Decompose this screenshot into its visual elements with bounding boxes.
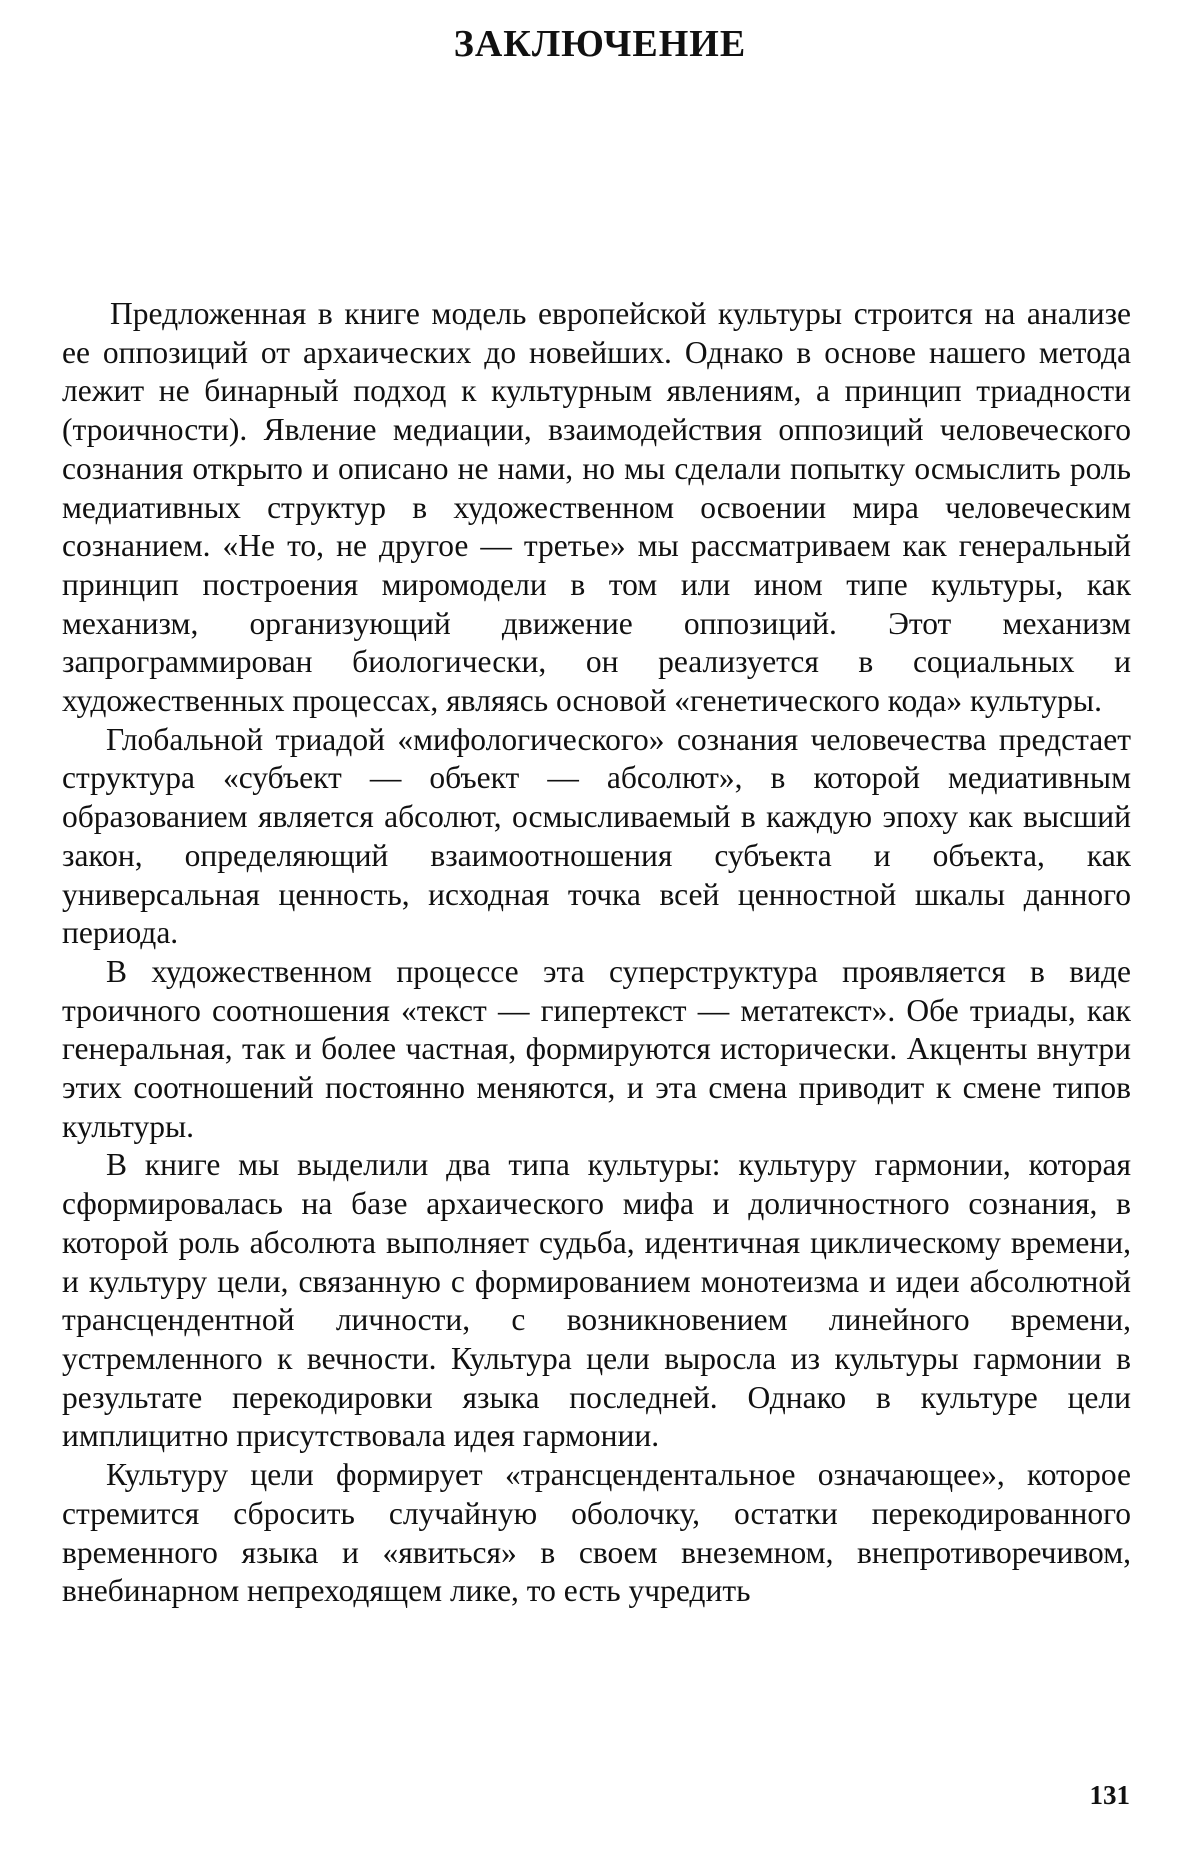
paragraph-3: В художественном процессе эта суперструктура проявляется в виде троичного соотношения «текст — гипертекст — метатекст». Обе триады, как генеральная, так и более частная, формируются исторически. Акценты внутри этих соотношений постоянно меняются, и эта смена приводит к смене типов культуры. — [62, 953, 1131, 1144]
paragraph-1: Предложенная в книге модель европейской культуры строится на анализе ее оппозиций от архаических до новейших. Однако в основе нашего метода лежит не бинарный подход к культурным явлениям, а принцип триадности (троичности). Явление медиации, взаимодействия оппозиций человеческого сознания открыто и описано не нами, но мы сделали попытку осмыслить роль медиативных структур в художественном освоении мира человеческим сознанием. «Не то, не другое — третье» мы рассматриваем как генеральный принцип построения миромодели в том или ином типе культуры, как механизм, организующий движение оппозиций. Этот механизм запрограммирован биологически, он реализуется в социальных и художественных процессах, являясь основой «генетического кода» культуры. — [62, 296, 1131, 719]
page-number: 131 — [1089, 1780, 1130, 1810]
paragraph-4: В книге мы выделили два типа культуры: культуру гармонии, которая сформировалась на базе архаического мифа и доличностного сознания, в которой роль абсолюта выполняет судьба, идентичная циклическому времени, и культуру цели, связанную с формированием монотеизма и идеи абсолютной трансцендентной личности, с возникновением линейного времени, устремленного к вечности. Культура цели выросла из культуры гармонии в результате перекодировки языка последней. Однако в культуре цели имплицитно присутствовала идея гармонии. — [62, 1147, 1131, 1454]
body-text — [62, 295, 1131, 1611]
paragraph-5: Культуру цели формирует «трансцендентальное означающее», которое стремится сбросить случайную оболочку, остатки перекодированного временного языка и «явиться» в своем внеземном, внепротиворечивом, внебинарном непреходящем лике, то есть учредить — [62, 1457, 1131, 1609]
chapter-title: ЗАКЛЮЧЕНИЕ — [453, 23, 747, 65]
paragraph-2: Глобальной триадой «мифологического» сознания человечества предстает структура «субъект — объект — абсолют», в которой медиативным образованием является абсолют, осмысливаемый в каждую эпоху как высший закон, определяющий взаимоотношения субъекта и объекта, как универсальная ценность, исходная точка всей ценностной шкалы данного периода. — [62, 721, 1131, 951]
